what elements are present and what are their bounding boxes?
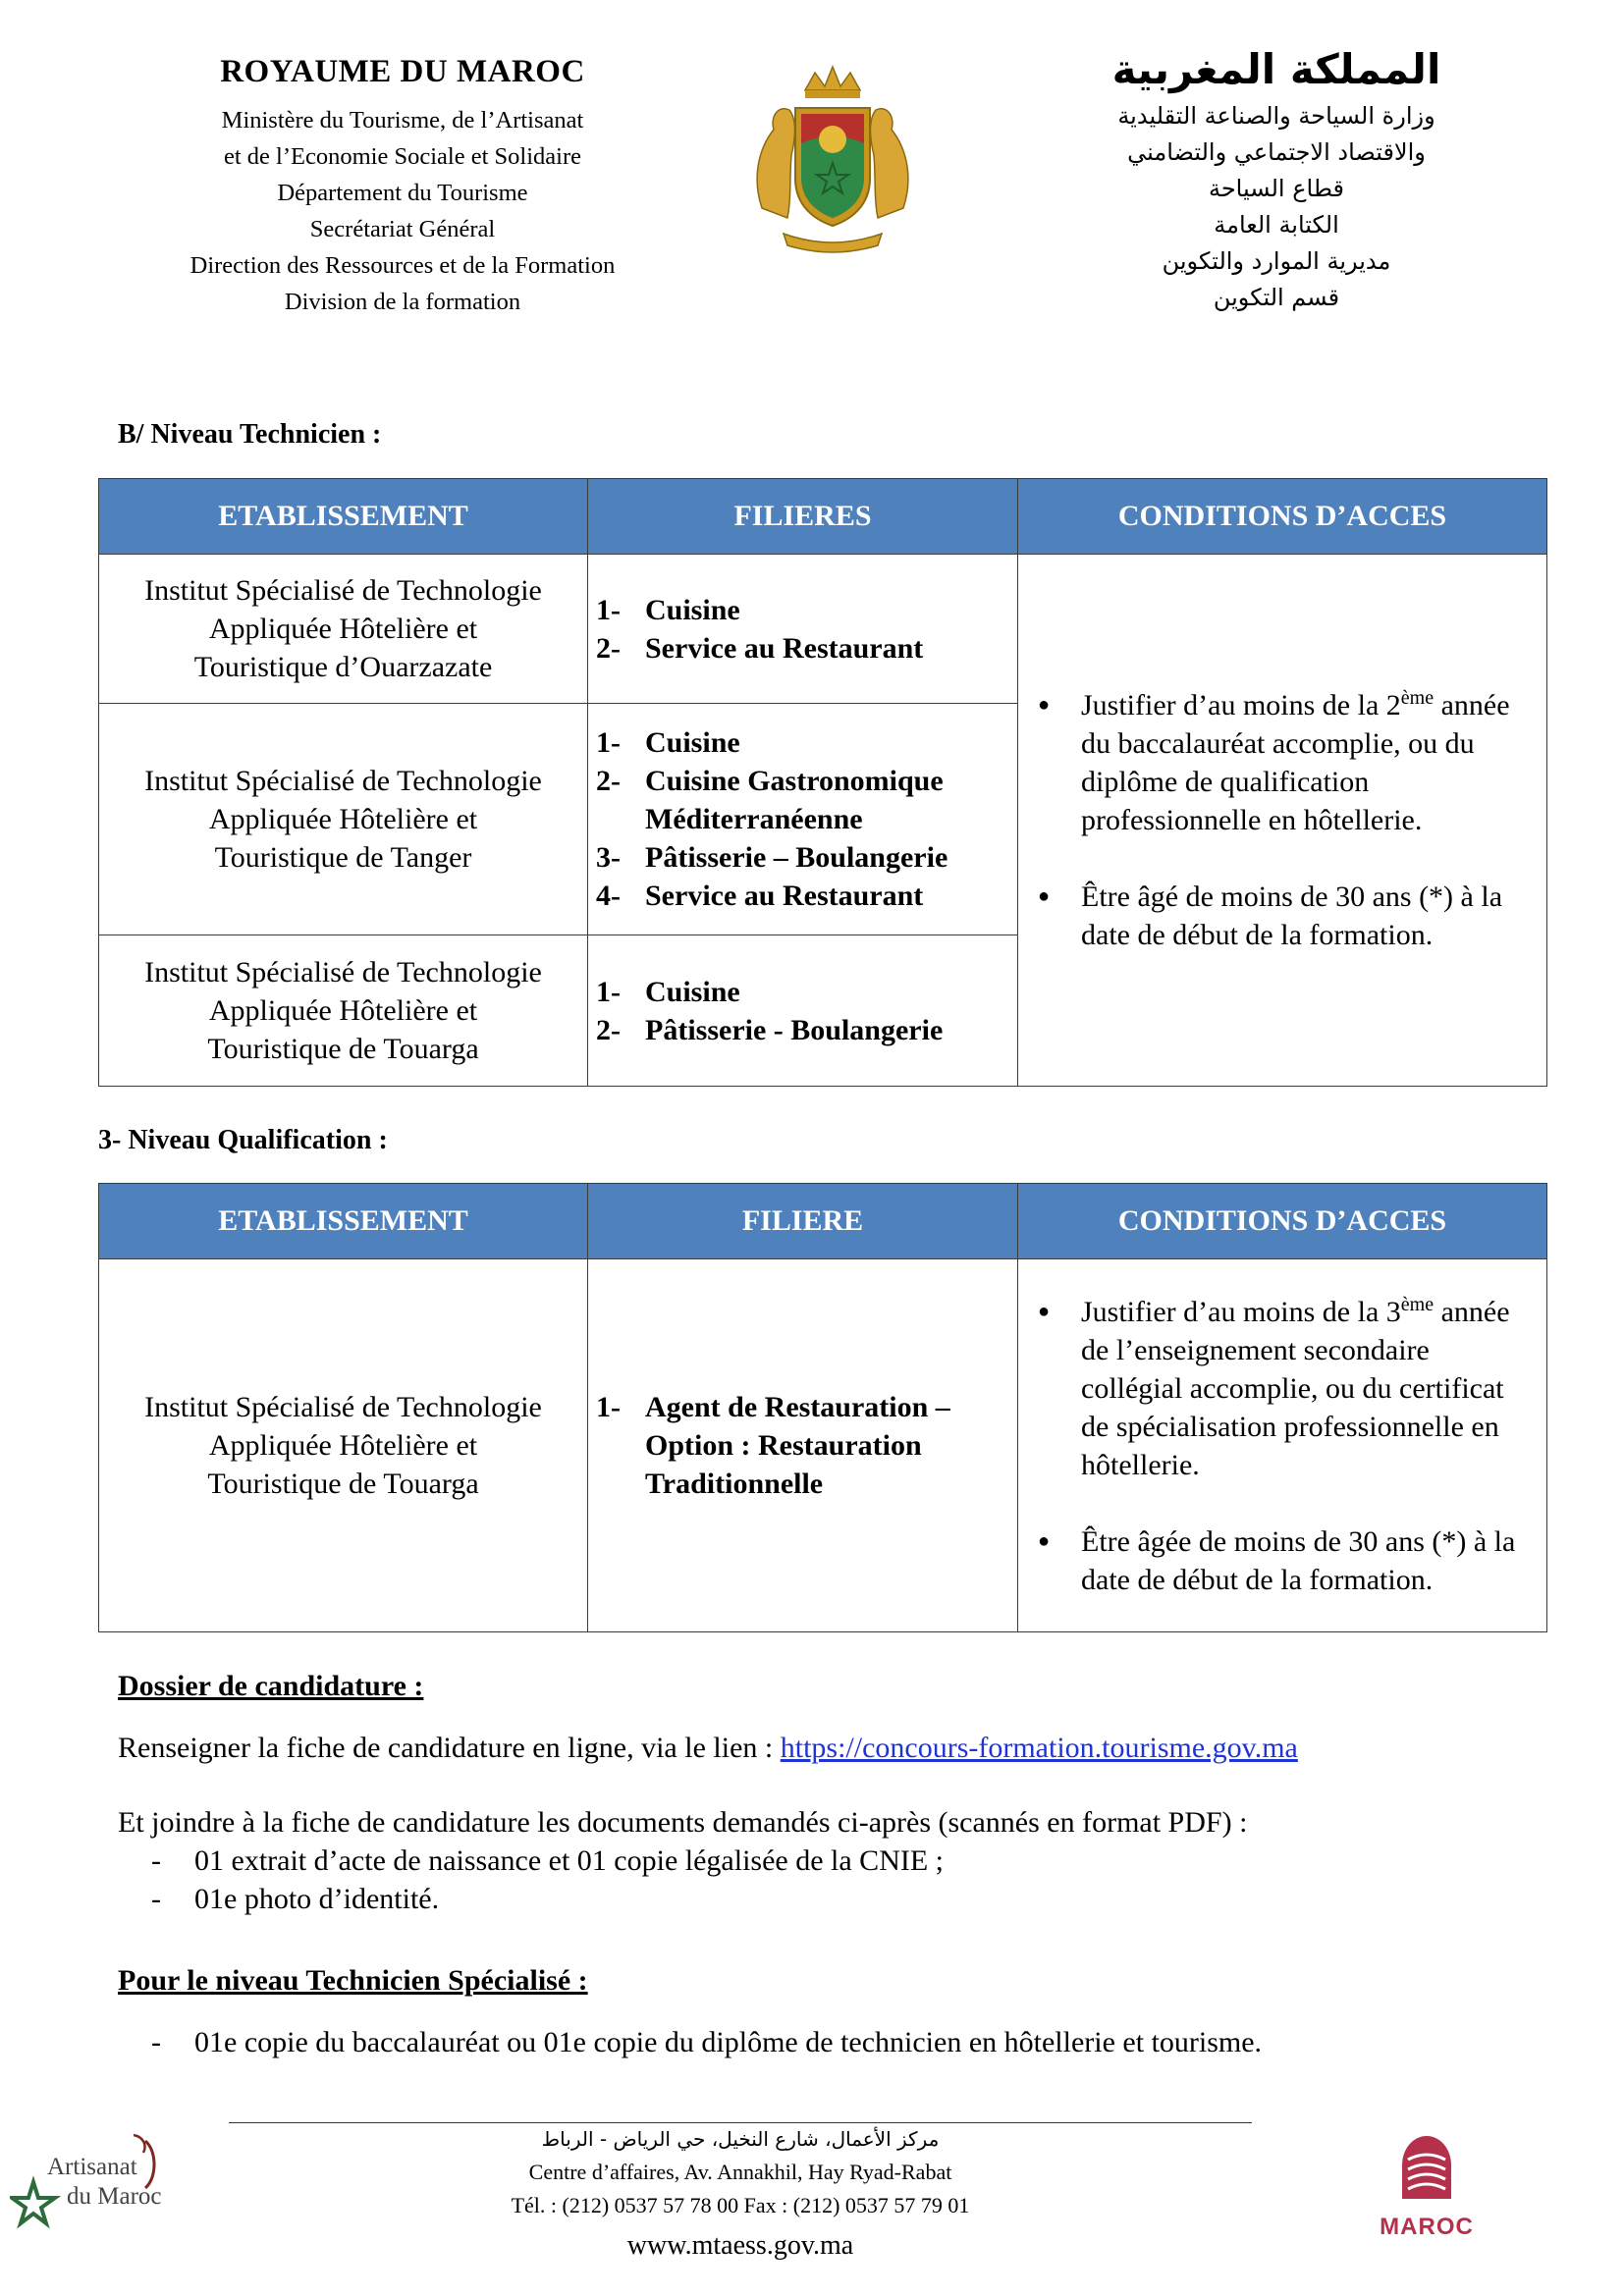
filiere-item [596, 1011, 1007, 1049]
condition-text: Être âgé de moins de 30 ans (*) à la date de début de la formation. [1081, 881, 1503, 951]
col-header-filieres: FILIERES [588, 479, 1018, 555]
department-line-ar: قطاع السياحة [1208, 175, 1345, 202]
col-header-filiere: FILIERE [588, 1184, 1018, 1259]
document-item-text: 01e copie du baccalauréat ou 01e copie du diplôme de technicien en hôtellerie et tourisme. [194, 2026, 1263, 2058]
filiere-item [596, 877, 1007, 915]
division-line-ar: قسم التكوين [1213, 284, 1340, 311]
ordinal-superscript: ème [1400, 687, 1435, 709]
bullet-icon: ● [1038, 1300, 1051, 1322]
dash-marker: - [151, 2026, 161, 2058]
condition-text [1081, 686, 1529, 839]
candidature-link[interactable]: https://concours-formation.tourisme.gov.ma [780, 1732, 1298, 1764]
ts-documents-list [118, 2023, 1298, 2061]
condition-item [1032, 1522, 1529, 1599]
condition-item [1032, 1293, 1529, 1484]
filieres-cell [588, 704, 1018, 935]
ordinal-superscript: ème [1400, 1293, 1435, 1315]
table-header-row [99, 479, 1547, 555]
etab-line: Institut Spécialisé de Technologie [144, 765, 542, 797]
dash-marker: - [151, 1883, 161, 1915]
condition-text-part: Justifier d’au moins de la 2 [1081, 689, 1401, 721]
filiere-number: 1- [596, 726, 621, 759]
bullet-icon: ● [1038, 885, 1051, 907]
footer-website[interactable]: www.mtaess.gov.ma [626, 2230, 854, 2261]
section-b-title: B/ Niveau Technicien : [118, 419, 382, 450]
filiere-name: Pâtisserie – Boulangerie [645, 841, 948, 874]
filiere-name: Service au Restaurant [645, 631, 924, 665]
filiere-name: Service au Restaurant [645, 880, 924, 912]
division-line: Division de la formation [284, 289, 521, 315]
condition-item [1032, 686, 1529, 839]
qualification-table [98, 1183, 1547, 1632]
filiere-number: 1- [596, 1391, 621, 1423]
kingdom-title-ar: المملكة المغربية [1111, 45, 1441, 93]
condition-text-part: Justifier d’au moins de la 3 [1081, 1295, 1401, 1328]
bullet-icon: ● [1038, 694, 1051, 716]
filiere-item [596, 591, 1007, 629]
dash-marker: - [151, 1844, 161, 1877]
filiere-name: Pâtisserie - Boulangerie [645, 1013, 944, 1046]
list-item [118, 1880, 1298, 1918]
etab-line: Appliquée Hôtelière et [208, 613, 478, 645]
maroc-logo-text: MAROC [1380, 2214, 1474, 2240]
technicien-table [98, 478, 1547, 1087]
filiere-number: 4- [596, 880, 621, 912]
filiere-name: Cuisine [645, 593, 740, 626]
filiere-item [596, 629, 1007, 667]
filiere-item [596, 762, 1007, 838]
dossier-intro [118, 1729, 1298, 1767]
filieres-cell [588, 555, 1018, 704]
section-3-title: 3- Niveau Qualification : [98, 1125, 388, 1155]
filiere-name: Cuisine Gastronomique Méditerranéenne [645, 765, 944, 835]
dossier-intro-text: Renseigner la fiche de candidature en ligne, via le lien : [118, 1732, 781, 1764]
filiere-item [596, 973, 1007, 1011]
direction-line-ar: مديرية الموارد والتكوين [1162, 247, 1391, 275]
documents-list [118, 1842, 1298, 1918]
filiere-item [596, 723, 1007, 762]
artisanat-logo-line: du Maroc [67, 2183, 162, 2210]
etab-line: Institut Spécialisé de Technologie [144, 956, 542, 988]
list-item [118, 1842, 1298, 1880]
etab-line: Institut Spécialisé de Technologie [144, 574, 542, 607]
dossier-section [118, 1667, 1298, 2061]
ministry-line-ar-2: والاقتصاد الاجتماعي والتضامني [1127, 138, 1426, 166]
table-header-row [99, 1184, 1547, 1259]
filieres-cell [588, 935, 1018, 1087]
filiere-cell [588, 1259, 1018, 1632]
condition-text-part: année du baccalauréat accomplie, ou du diplôme de qualification professionnelle en hôtellerie. [1081, 689, 1510, 836]
etab-line: Touristique de Touarga [207, 1033, 479, 1065]
footer-phone: Tél. : (212) 0537 57 78 00 Fax : (212) 0537 57 79 01 [511, 2193, 970, 2217]
maroc-logo-emblem-icon [1373, 2130, 1481, 2209]
conditions-cell [1018, 555, 1547, 1087]
document-item-text: 01 extrait d’acte de naissance et 01 copie légalisée de la CNIE ; [194, 1844, 945, 1877]
etablissement-cell [99, 555, 588, 704]
filiere-number: 1- [596, 593, 621, 626]
artisanat-logo-text [47, 2153, 162, 2212]
filiere-number: 2- [596, 631, 621, 665]
secretariat-line: Secrétariat Général [309, 216, 496, 242]
etab-line: Appliquée Hôtelière et [208, 803, 478, 835]
moroccan-coat-of-arms-icon [744, 61, 921, 257]
table-row [99, 1259, 1547, 1632]
footer-address-ar: مركز الأعمال، شارع النخيل، حي الرياض - الرباط [541, 2127, 940, 2151]
filiere-number: 2- [596, 1013, 621, 1046]
col-header-etablissement: ETABLISSEMENT [99, 479, 588, 555]
conditions-cell [1018, 1259, 1547, 1632]
header-left [128, 54, 677, 320]
footer-address-block [229, 2122, 1252, 2269]
filiere-item [596, 838, 1007, 877]
secretariat-line-ar: الكتابة العامة [1214, 211, 1339, 239]
ts-title: Pour le niveau Technicien Spécialisé : [118, 1964, 588, 1997]
footer-address: Centre d’affaires, Av. Annakhil, Hay Ryad-Rabat [528, 2160, 952, 2184]
filiere-name: Cuisine [645, 726, 740, 759]
filiere-item [596, 1388, 1007, 1503]
etablissement-cell [99, 1259, 588, 1632]
filiere-name: Agent de Restauration – Option : Restauration Traditionnelle [645, 1391, 950, 1500]
filiere-number: 1- [596, 975, 621, 1008]
table-row [99, 555, 1547, 704]
filiere-number: 3- [596, 841, 621, 874]
artisanat-logo-line: Artisanat [47, 2154, 137, 2180]
etab-line: Appliquée Hôtelière et [208, 994, 478, 1027]
condition-text: Être âgée de moins de 30 ans (*) à la date de début de la formation. [1081, 1524, 1516, 1596]
col-header-conditions: CONDITIONS D’ACCES [1018, 479, 1547, 555]
dossier-join-text: Et joindre à la fiche de candidature les documents demandés ci-après (scannés en format PDF) : [118, 1806, 1248, 1839]
document-item-text: 01e photo d’identité. [194, 1883, 440, 1915]
col-header-conditions: CONDITIONS D’ACCES [1018, 1184, 1547, 1259]
etablissement-cell [99, 935, 588, 1087]
bullet-icon: ● [1038, 1529, 1051, 1552]
condition-text-part: année de l’enseignement secondaire collégial accomplie, ou du certificat de spécialisation professionnelle en hôtellerie. [1081, 1295, 1510, 1481]
etab-line: Institut Spécialisé de Technologie [144, 1391, 542, 1423]
list-item [118, 2023, 1298, 2061]
filiere-number: 2- [596, 765, 621, 797]
artisanat-logo [10, 2125, 167, 2233]
direction-line: Direction des Ressources et de la Formation [189, 252, 616, 279]
col-header-etablissement: ETABLISSEMENT [99, 1184, 588, 1259]
etab-line: Touristique de Tanger [214, 841, 472, 874]
header-right [1060, 41, 1492, 316]
dossier-title: Dossier de candidature : [118, 1670, 424, 1702]
ministry-line-1: Ministère du Tourisme, de l’Artisanat [221, 107, 584, 133]
ministry-line-2: et de l’Economie Sociale et Solidaire [224, 143, 581, 170]
maroc-tourism-logo [1373, 2130, 1481, 2238]
condition-text [1081, 1293, 1529, 1484]
filiere-name: Cuisine [645, 975, 740, 1008]
etab-line: Touristique d’Ouarzazate [193, 651, 493, 683]
etab-line: Appliquée Hôtelière et [208, 1429, 478, 1462]
department-line: Département du Tourisme [277, 180, 528, 206]
ministry-line-ar-1: وزارة السياحة والصناعة التقليدية [1117, 102, 1435, 130]
condition-item [1032, 878, 1529, 954]
kingdom-title-fr: ROYAUME DU MAROC [220, 54, 585, 89]
etablissement-cell [99, 704, 588, 935]
etab-line: Touristique de Touarga [207, 1468, 479, 1500]
